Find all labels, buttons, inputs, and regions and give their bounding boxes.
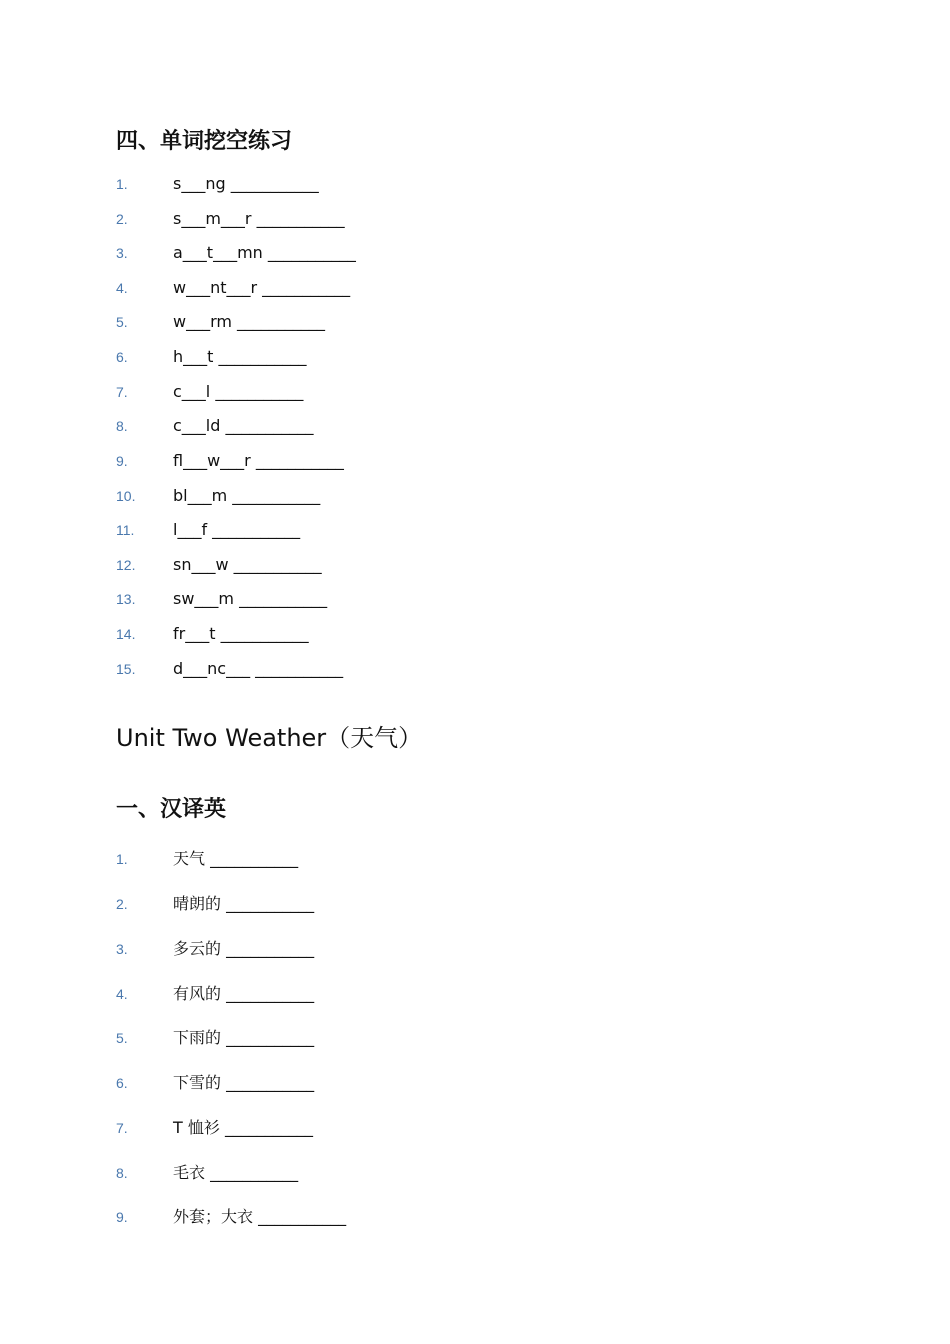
item-text: sn___w ___________ bbox=[173, 555, 322, 574]
list-item bbox=[0, 587, 950, 611]
item-text: d___nc___ ___________ bbox=[173, 659, 344, 678]
item-number: 4. bbox=[116, 986, 128, 1002]
section-1-heading: 一、汉译英 bbox=[116, 797, 227, 822]
item-number: 10. bbox=[116, 488, 136, 504]
list-item bbox=[0, 241, 950, 265]
list-item bbox=[0, 622, 950, 646]
item-text: s___ng ___________ bbox=[173, 174, 319, 193]
item-number: 15. bbox=[116, 661, 136, 677]
list-item bbox=[0, 937, 950, 961]
item-number: 3. bbox=[116, 941, 128, 957]
item-text: 外套；大衣 ___________ bbox=[173, 1207, 347, 1226]
list-item bbox=[0, 657, 950, 681]
item-text: bl___m ___________ bbox=[173, 486, 321, 505]
item-text: 多云的 ___________ bbox=[173, 939, 315, 958]
item-number: 8. bbox=[116, 1165, 128, 1181]
list-item bbox=[0, 553, 950, 577]
item-number: 1. bbox=[116, 176, 128, 192]
item-number: 3. bbox=[116, 245, 128, 261]
section-4-heading: 四、单词挖空练习 bbox=[116, 129, 293, 154]
list-item bbox=[0, 892, 950, 916]
item-number: 9. bbox=[116, 1209, 128, 1225]
list-item bbox=[0, 449, 950, 473]
list-item bbox=[0, 310, 950, 334]
item-text: c___l ___________ bbox=[173, 382, 304, 401]
item-number: 12. bbox=[116, 557, 136, 573]
item-number: 2. bbox=[116, 896, 128, 912]
item-text: a___t___mn ___________ bbox=[173, 243, 356, 262]
item-text: l___f ___________ bbox=[173, 520, 301, 539]
item-text: fl___w___r ___________ bbox=[173, 451, 344, 470]
unit-title: Unit Two Weather（天气） bbox=[116, 724, 423, 752]
item-number: 7. bbox=[116, 1120, 128, 1136]
list-item bbox=[0, 207, 950, 231]
list-item bbox=[0, 172, 950, 196]
list-item bbox=[0, 1071, 950, 1095]
item-number: 13. bbox=[116, 591, 136, 607]
item-number: 5. bbox=[116, 314, 128, 330]
item-text: 有风的 ___________ bbox=[173, 984, 315, 1003]
item-number: 6. bbox=[116, 349, 128, 365]
list-item bbox=[0, 1161, 950, 1185]
list-item bbox=[0, 345, 950, 369]
item-number: 6. bbox=[116, 1075, 128, 1091]
item-text: 晴朗的 ___________ bbox=[173, 894, 315, 913]
list-item bbox=[0, 380, 950, 404]
item-text: w___rm ___________ bbox=[173, 312, 326, 331]
item-text: w___nt___r ___________ bbox=[173, 278, 351, 297]
item-text: fr___t ___________ bbox=[173, 624, 309, 643]
item-text: 天气 ___________ bbox=[173, 849, 299, 868]
list-item bbox=[0, 484, 950, 508]
item-text: 毛衣 ___________ bbox=[173, 1163, 299, 1182]
list-item bbox=[0, 1026, 950, 1050]
item-number: 1. bbox=[116, 851, 128, 867]
list-item bbox=[0, 518, 950, 542]
item-text: c___ld ___________ bbox=[173, 416, 314, 435]
item-text: sw___m ___________ bbox=[173, 589, 328, 608]
list-item bbox=[0, 847, 950, 871]
item-text: h___t ___________ bbox=[173, 347, 307, 366]
item-text: 下雨的 ___________ bbox=[173, 1028, 315, 1047]
list-item bbox=[0, 414, 950, 438]
item-text: s___m___r ___________ bbox=[173, 209, 345, 228]
list-item bbox=[0, 276, 950, 300]
list-item bbox=[0, 1205, 950, 1229]
item-text: 下雪的 ___________ bbox=[173, 1073, 315, 1092]
item-number: 2. bbox=[116, 211, 128, 227]
item-number: 5. bbox=[116, 1030, 128, 1046]
item-number: 7. bbox=[116, 384, 128, 400]
item-number: 9. bbox=[116, 453, 128, 469]
item-text: T 恤衫 ___________ bbox=[173, 1118, 313, 1137]
list-item bbox=[0, 1116, 950, 1140]
item-number: 14. bbox=[116, 626, 136, 642]
item-number: 11. bbox=[116, 522, 135, 538]
list-item bbox=[0, 982, 950, 1006]
item-number: 8. bbox=[116, 418, 128, 434]
item-number: 4. bbox=[116, 280, 128, 296]
